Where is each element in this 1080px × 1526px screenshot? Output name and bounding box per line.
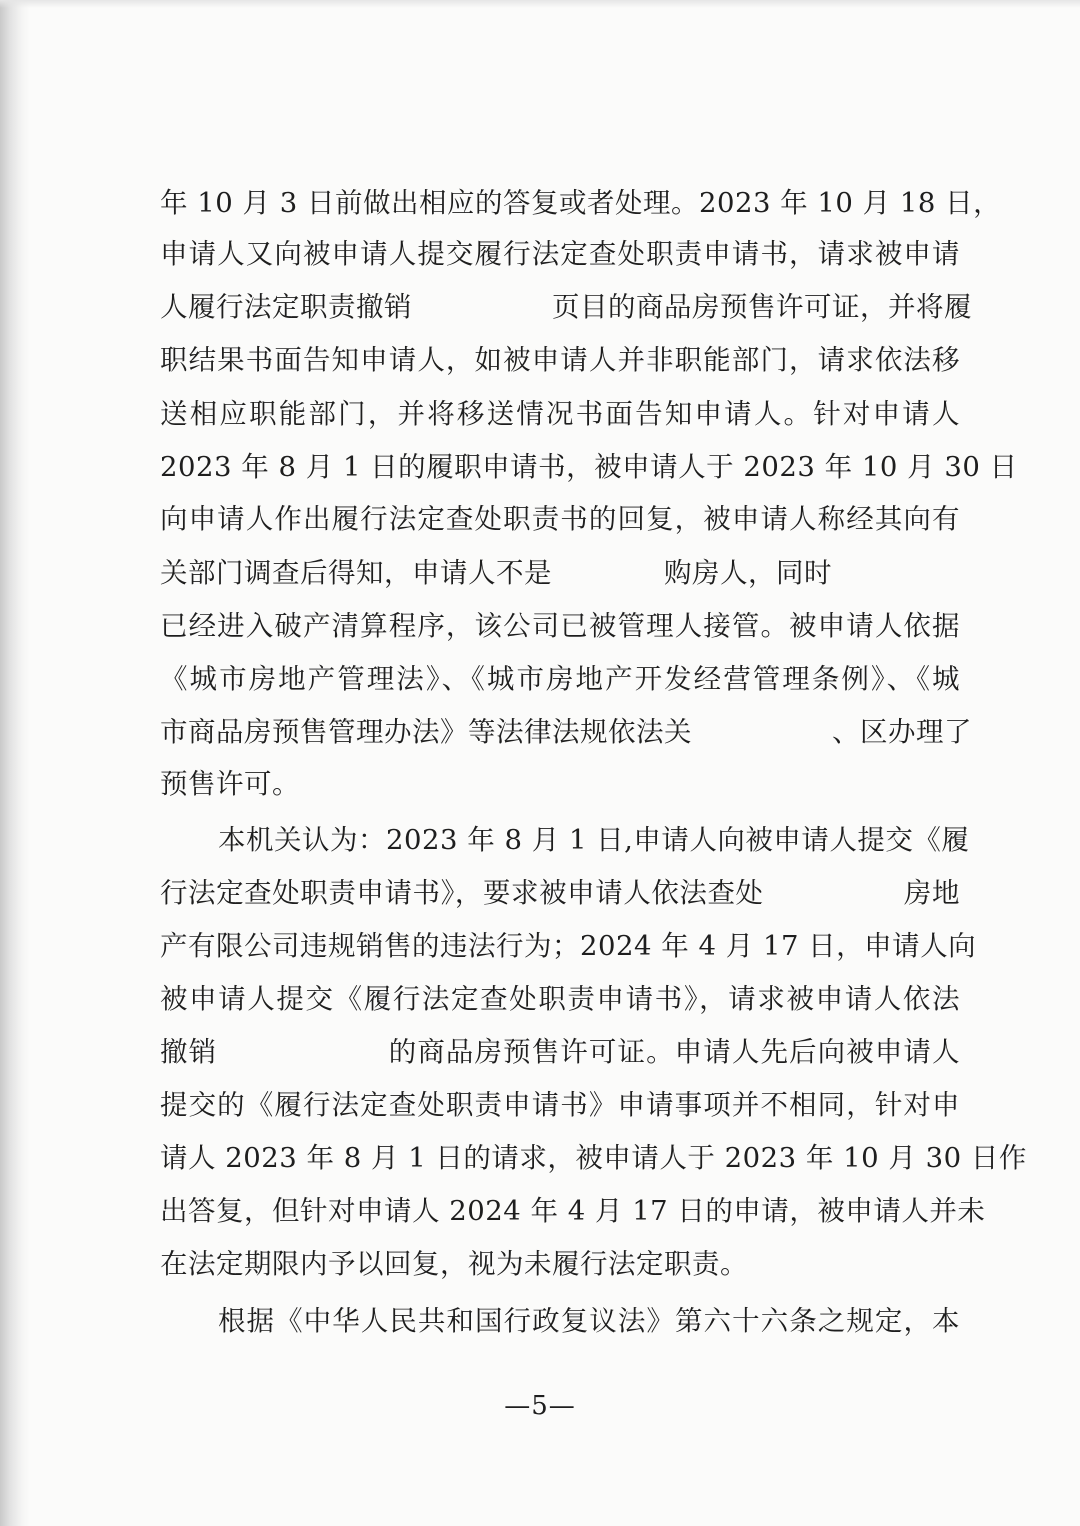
text-line: 撤销 的商品房预售许可证。申请人先后向被申请人 [160, 1036, 960, 1068]
paragraph-first-line: 根据《中华人民共和国行政复议法》第六十六条之规定，本 [218, 1305, 960, 1337]
text-line: 行法定查处职责申请书》，要求被申请人依法查处 房地 [160, 877, 960, 909]
text-line: 送相应职能部门，并将移送情况书面告知申请人。针对申请人 [160, 398, 960, 430]
text-line: 提交的《履行法定查处职责申请书》申请事项并不相同，针对申 [160, 1089, 960, 1121]
text-line: 在法定期限内予以回复，视为未履行法定职责。 [160, 1248, 748, 1280]
text-line: 年 10 月 3 日前做出相应的答复或者处理。2023 年 10 月 18 日， [160, 187, 1002, 219]
text-line: 关部门调查后得知，申请人不是 购房人，同时 [160, 557, 832, 589]
text-line: 2023 年 8 月 1 日的履职申请书，被申请人于 2023 年 10 月 30 日 [160, 451, 1018, 483]
text-line: 市商品房预售管理办法》等法律法规依法关 、区办理了 [160, 716, 972, 748]
text-line: 向申请人作出履行法定查处职责书的回复，被申请人称经其向有 [160, 503, 960, 535]
scan-edge-shadow-top [0, 0, 1080, 8]
paragraph-first-line: 本机关认为：2023 年 8 月 1 日,申请人向被申请人提交《履 [218, 824, 970, 856]
text-line: 《城市房地产管理法》、《城市房地产开发经营管理条例》、《城 [160, 663, 960, 695]
page-number: —5— [504, 1391, 576, 1421]
text-line: 职结果书面告知申请人，如被申请人并非职能部门，请求依法移 [160, 344, 960, 376]
text-line: 申请人又向被申请人提交履行法定查处职责申请书，请求被申请 [160, 238, 960, 270]
text-line: 人履行法定职责撤销 页目的商品房预售许可证，并将履 [160, 291, 972, 323]
text-line: 预售许可。 [160, 768, 300, 800]
scan-edge-shadow [0, 0, 30, 1526]
text-line: 产有限公司违规销售的违法行为；2024 年 4 月 17 日，申请人向 [160, 930, 977, 962]
text-line: 已经进入破产清算程序，该公司已被管理人接管。被申请人依据 [160, 610, 960, 642]
text-line: 出答复，但针对申请人 2024 年 4 月 17 日的申请，被申请人并未 [160, 1195, 986, 1227]
text-line: 被申请人提交《履行法定查处职责申请书》，请求被申请人依法 [160, 983, 960, 1015]
text-line: 请人 2023 年 8 月 1 日的请求，被申请人于 2023 年 10 月 30 日作 [160, 1142, 1027, 1174]
